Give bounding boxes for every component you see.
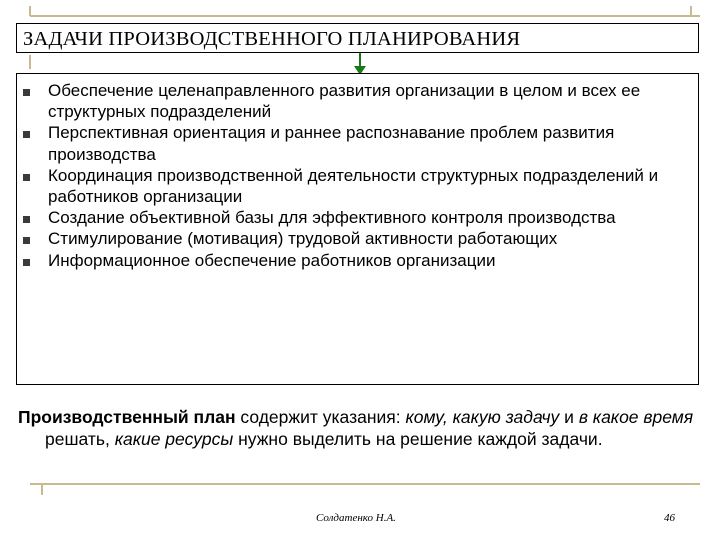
list-item bbox=[17, 250, 690, 271]
top-left-accent-tick bbox=[29, 6, 31, 16]
list-item bbox=[17, 165, 690, 207]
square-bullet-icon bbox=[23, 174, 30, 181]
plan-text-part: содержит указания: bbox=[235, 407, 406, 427]
list-item-text: Координация производственной деятельности структурных подразделений и работников организации bbox=[48, 165, 659, 207]
square-bullet-icon bbox=[23, 259, 30, 266]
bottom-left-accent-tick bbox=[41, 483, 43, 495]
square-bullet-icon bbox=[23, 89, 30, 96]
list-item-text: Информационное обеспечение работников организации bbox=[48, 250, 496, 270]
list-item-text: Перспективная ориентация и раннее распознавание проблем развития производства bbox=[48, 123, 615, 164]
list-item bbox=[17, 80, 690, 122]
square-bullet-icon bbox=[23, 131, 30, 138]
left-accent-tick bbox=[29, 55, 31, 69]
slide-title: ЗАДАЧИ ПРОИЗВОДСТВЕННОГО ПЛАНИРОВАНИЯ bbox=[23, 28, 521, 50]
tasks-list bbox=[17, 80, 690, 271]
plan-term: Производственный план bbox=[18, 407, 236, 427]
page-number: 46 bbox=[664, 512, 675, 524]
square-bullet-icon bbox=[23, 237, 30, 244]
tasks-box bbox=[16, 73, 699, 385]
plan-text-part: решать, bbox=[45, 429, 115, 449]
plan-paragraph bbox=[18, 406, 696, 450]
square-bullet-icon bbox=[23, 216, 30, 223]
plan-text-part: нужно выделить на решение каждой задачи. bbox=[233, 429, 603, 449]
bottom-accent-line bbox=[30, 483, 700, 485]
list-item-text: Создание объективной базы для эффективного контроля производства bbox=[48, 208, 616, 228]
top-accent-line bbox=[30, 15, 700, 17]
list-item bbox=[17, 207, 690, 228]
plan-sentence bbox=[18, 406, 696, 450]
plan-emphasis: какие ресурсы bbox=[114, 429, 234, 449]
top-right-accent-tick bbox=[690, 6, 692, 16]
plan-emphasis: в какое время bbox=[578, 407, 694, 427]
list-item bbox=[17, 228, 690, 249]
plan-text-part: и bbox=[559, 407, 579, 427]
list-item-text: Стимулирование (мотивация) трудовой активности работающих bbox=[48, 229, 558, 249]
list-item bbox=[17, 122, 690, 164]
down-arrow-shaft bbox=[359, 53, 361, 67]
title-box bbox=[16, 23, 699, 53]
footer-author: Солдатенко Н.А. bbox=[316, 512, 396, 524]
list-item-text: Обеспечение целенаправленного развития организации в целом и всех ее структурных подразделений bbox=[48, 81, 641, 122]
plan-emphasis: кому, какую задачу bbox=[405, 407, 560, 427]
